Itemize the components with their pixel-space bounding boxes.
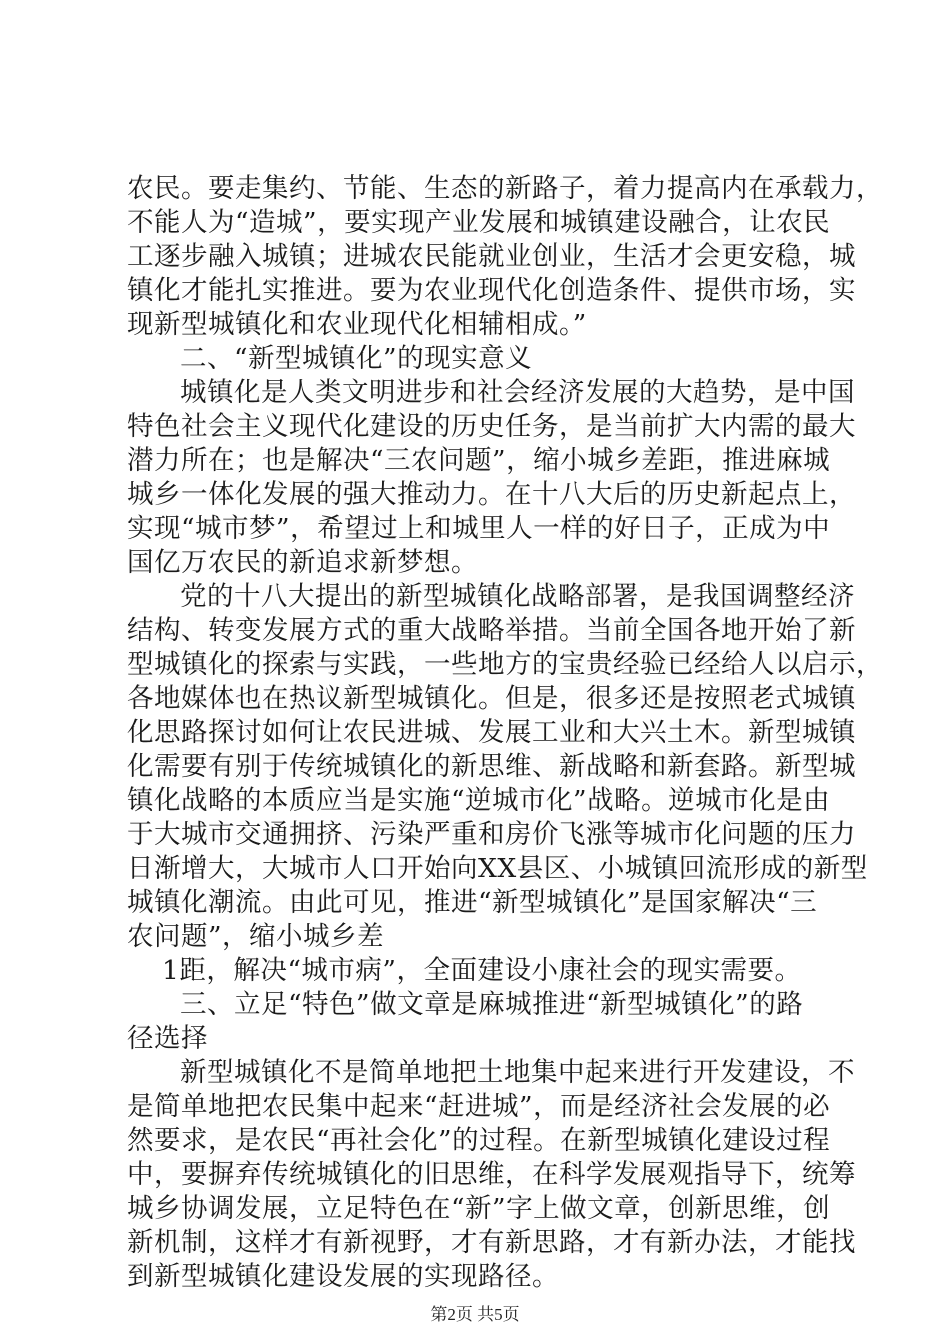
text-line: 镇化战略的本质应当是实施“逆城市化”战略。逆城市化是由 [127,785,831,816]
page-number-footer: 第2页 共5页 [430,1305,520,1324]
text-line: 城乡一体化发展的强大推动力。在十八大后的历史新起点上， [127,479,856,510]
text-line: 城镇化潮流。由此可见，推进“新型城镇化”是国家解决“三 [127,887,818,918]
text-line: 化思路探讨如何让农民进城、发展工业和大兴土木。新型城镇 [127,717,856,748]
section-heading: 二、“新型城镇化”的现实意义 [180,343,533,374]
text-line: 化需要有别于传统城镇化的新思维、新战略和新套路。新型城 [127,751,856,782]
text-line: 型城镇化的探索与实践，一些地方的宝贵经验已经给人以启示， [127,649,883,680]
text-line: 农问题”，缩小城乡差 [127,921,385,952]
text-line: 农民。要走集约、节能、生态的新路子，着力提高内在承载力， [127,173,883,204]
text-line: 中，要摒弃传统城镇化的旧思维，在科学发展观指导下，统筹 [127,1159,856,1190]
text-line: 各地媒体也在热议新型城镇化。但是，很多还是按照老式城镇 [127,683,856,714]
text-line: 实现“城市梦”，希望过上和城里人一样的好日子，正成为中 [127,513,831,544]
text-line: 是简单地把农民集中起来“赶进城”，而是经济社会发展的必 [127,1091,831,1122]
text-line: 新型城镇化不是简单地把土地集中起来进行开发建设，不 [180,1057,855,1088]
text-line: 于大城市交通拥挤、污染严重和房价飞涨等城市化问题的压力 [127,819,856,850]
text-line: 结构、转变发展方式的重大战略举措。当前全国各地开始了新 [127,615,856,646]
text-line: 城乡协调发展，立足特色在“新”字上做文章，创新思维，创 [127,1193,831,1224]
text-line: 到新型城镇化建设发展的实现路径。 [127,1261,559,1292]
text-line: 国亿万农民的新追求新梦想。 [127,547,478,578]
text-line: 然要求，是农民“再社会化”的过程。在新型城镇化建设过程 [127,1125,831,1156]
text-line: 特色社会主义现代化建设的历史任务，是当前扩大内需的最大 [127,411,856,442]
text-line: 新机制，这样才有新视野，才有新思路，才有新办法，才能找 [127,1227,856,1258]
text-line: 日渐增大，大城市人口开始向XX县区、小城镇回流形成的新型 [127,853,868,884]
text-line: 潜力所在；也是解决“三农问题”，缩小城乡差距，推进麻城 [127,445,831,476]
section-heading: 径选择 [127,1023,208,1054]
text-line: 工逐步融入城镇；进城农民能就业创业，生活才会更安稳，城 [127,241,856,272]
text-line: 镇化才能扎实推进。要为农业现代化创造条件、提供市场，实 [127,275,856,306]
text-line: 城镇化是人类文明进步和社会经济发展的大趋势，是中国 [180,377,855,408]
text-line: 现新型城镇化和农业现代化相辅相成。” [127,309,587,340]
text-line: 党的十八大提出的新型城镇化战略部署，是我国调整经济 [180,581,855,612]
section-heading: 三、立足“特色”做文章是麻城推进“新型城镇化”的路 [180,989,804,1020]
text-line: 不能人为“造城”，要实现产业发展和城镇建设融合，让农民 [127,207,831,238]
text-line: 1距，解决“城市病”，全面建设小康社会的现实需要。 [162,955,802,986]
